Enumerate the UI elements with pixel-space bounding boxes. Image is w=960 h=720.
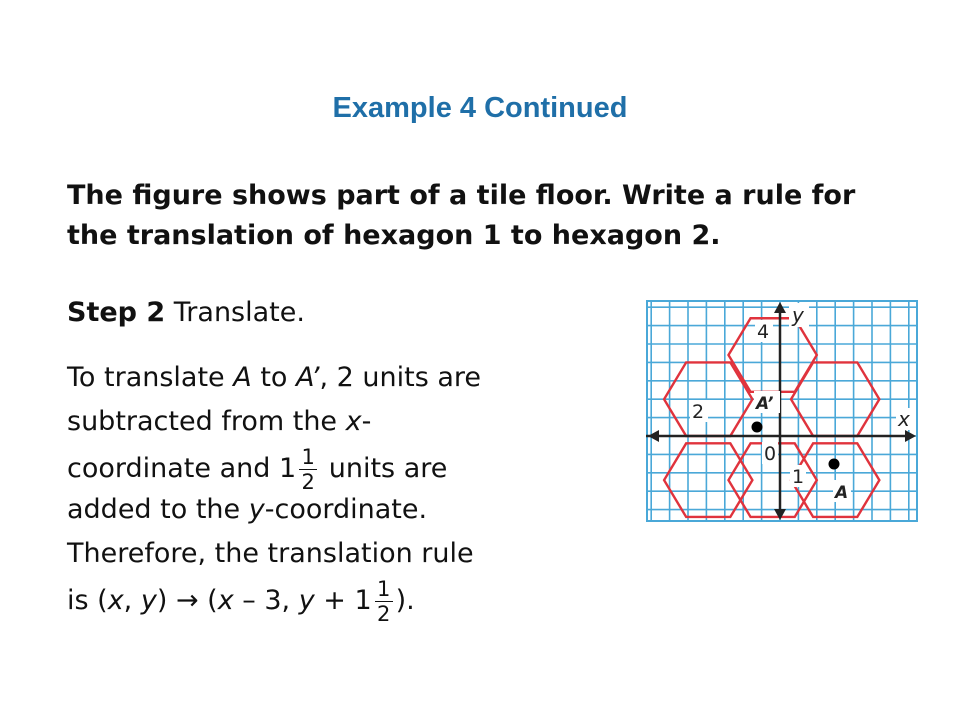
text-run: – 3, bbox=[233, 585, 299, 616]
fraction bbox=[376, 578, 392, 625]
text-run: , bbox=[123, 585, 141, 616]
point-name: A bbox=[233, 362, 252, 393]
variable: x bbox=[107, 585, 124, 616]
explanation-line bbox=[67, 402, 371, 442]
fraction-denominator: 2 bbox=[376, 602, 391, 626]
text-run: ). bbox=[395, 585, 415, 616]
text-run: ) → ( bbox=[156, 585, 218, 616]
fraction-numerator: 1 bbox=[376, 577, 391, 601]
problem-prompt: The figure shows part of a tile floor. Write a rule for the translation of hexagon 1 to hexagon 2. bbox=[67, 180, 856, 251]
tick-label-0: 0 bbox=[764, 443, 777, 465]
step-heading bbox=[67, 293, 305, 333]
point-a-label: A bbox=[835, 483, 849, 503]
y-axis-label: y bbox=[792, 303, 804, 327]
point-name: A’ bbox=[296, 362, 320, 393]
text-run: , 2 units are bbox=[319, 362, 482, 393]
hexagon-1-label: 1 bbox=[792, 466, 805, 488]
text-run: coordinate and 1 bbox=[67, 453, 297, 484]
step-label: Step 2 bbox=[67, 297, 166, 328]
point-a-dot bbox=[829, 459, 840, 470]
text-run: subtracted from the bbox=[67, 406, 346, 437]
grid-lines bbox=[647, 301, 917, 521]
fraction-denominator: 2 bbox=[301, 470, 315, 494]
text-run: added to the bbox=[67, 494, 249, 525]
coordinate-grid bbox=[646, 300, 918, 522]
text-run: Therefore, the translation rule bbox=[67, 538, 474, 569]
text-run: - bbox=[361, 406, 372, 437]
tile-floor-figure bbox=[646, 300, 918, 522]
variable: y bbox=[140, 585, 157, 616]
hexagon-2-label: 2 bbox=[692, 401, 705, 423]
variable: x bbox=[345, 406, 362, 437]
text-run: to bbox=[251, 362, 297, 393]
point-a-prime-label: A’ bbox=[756, 394, 774, 414]
explanation-line bbox=[67, 446, 447, 493]
text-run: is ( bbox=[67, 585, 108, 616]
explanation-line bbox=[67, 578, 415, 625]
explanation-line bbox=[67, 490, 427, 530]
text-run: To translate bbox=[67, 362, 234, 393]
x-axis-label: x bbox=[898, 407, 910, 431]
text-run: + 1 bbox=[314, 585, 372, 616]
fraction bbox=[300, 446, 316, 493]
text-run: -coordinate. bbox=[264, 494, 428, 525]
variable: x bbox=[217, 585, 234, 616]
tick-label-4: 4 bbox=[757, 321, 770, 343]
variable: y bbox=[298, 585, 315, 616]
point-a-prime-dot bbox=[752, 422, 763, 433]
step-text: Translate. bbox=[165, 297, 305, 328]
text-run: units are bbox=[320, 453, 448, 484]
explanation-line bbox=[67, 534, 474, 574]
explanation-line bbox=[67, 358, 481, 398]
fraction-numerator: 1 bbox=[301, 445, 315, 469]
variable: y bbox=[248, 494, 265, 525]
slide-title: Example 4 Continued bbox=[332, 92, 628, 124]
